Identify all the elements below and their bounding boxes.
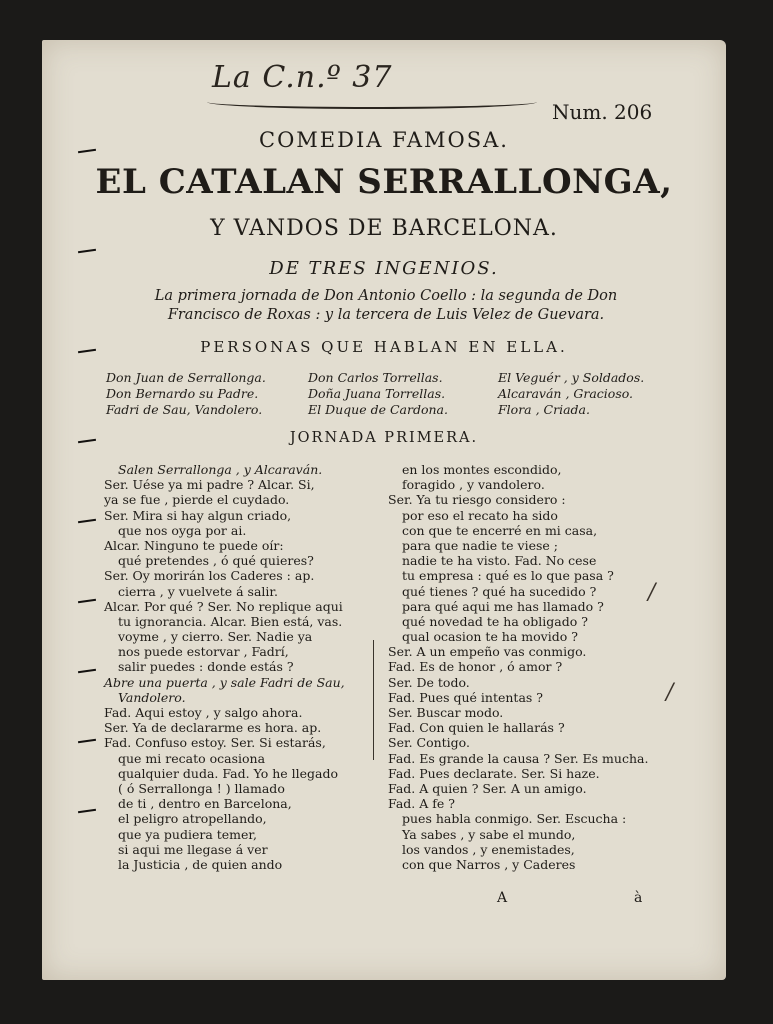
verse-line: voyme , y cierro. Ser. Nadie ya — [118, 629, 313, 645]
verse-line: Ser. Oy morirán los Caderes : ap. — [104, 568, 315, 584]
verse-line: los vandos , y enemistades, — [402, 841, 575, 857]
catchword: à — [634, 890, 643, 906]
verse-line: salir puedes : donde estás ? — [118, 659, 294, 675]
verse-line: Ser. Ya tu riesgo considero : — [388, 492, 566, 508]
authors-heading: DE TRES INGENIOS. — [269, 258, 499, 279]
verse-line: Ser. A un empeño vas conmigo. — [388, 644, 587, 660]
verse-line: que nos oyga por ai. — [118, 522, 247, 538]
cast-member: El Duque de Cardona. — [308, 402, 448, 417]
verse-line: tu empresa : qué es lo que pasa ? — [402, 568, 614, 584]
verse-line: si aqui me llegase á ver — [118, 841, 268, 857]
verse-line: Ser. Mira si hay algun criado, — [104, 507, 292, 523]
verse-line: ( ó Serrallonga ! ) llamado — [118, 780, 285, 796]
verse-line: en los montes escondido, — [402, 462, 562, 477]
verse-line: qué tienes ? qué ha sucedido ? — [402, 583, 597, 599]
verse-line: Vandolero. — [118, 689, 186, 705]
cast-member: Alcaraván , Gracioso. — [498, 386, 634, 401]
handwritten-underline — [207, 95, 537, 109]
attribution — [106, 287, 666, 325]
verse-line: Fad. Aqui estoy , y salgo ahora. — [104, 705, 303, 720]
verse-line: qual ocasion te ha movido ? — [402, 629, 578, 645]
text-column-right — [388, 462, 678, 872]
verse-line: nos puede estorvar , Fadrí, — [118, 644, 289, 660]
verse-line: Ser. Buscar modo. — [388, 705, 504, 720]
verse-line: foragido , y vandolero. — [402, 477, 545, 493]
verse-line: Ya sabes , y sabe el mundo, — [402, 826, 576, 842]
verse-line: Fad. Con quien le hallarás ? — [388, 720, 565, 736]
verse-line: para que nadie te viese ; — [402, 537, 558, 553]
cast-member: Fadri de Sau, Vandolero. — [106, 402, 263, 417]
cast-member: El Veguér , y Soldados. — [498, 370, 645, 385]
verse-line: Ser. Ya de declararme es hora. ap. — [104, 720, 322, 736]
verse-line: Fad. Es de honor , ó amor ? — [388, 659, 563, 675]
verse-line: Alcar. Por qué ? Ser. No replique aqui — [104, 598, 343, 614]
verse-line: Fad. A quien ? Ser. A un amigo. — [388, 780, 587, 796]
verse-line: qué pretendes , ó qué quieres? — [118, 553, 314, 569]
verse-line: Fad. Confuso estoy. Ser. Si estarás, — [104, 735, 326, 751]
handwritten-note: La C.n.º 37 — [212, 60, 393, 95]
cast-column — [106, 370, 306, 418]
verse-line: que ya pudiera temer, — [118, 826, 258, 842]
cast-member: Flora , Criada. — [498, 402, 590, 417]
verse-line: para qué aqui me has llamado ? — [402, 598, 604, 614]
act-heading: JORNADA PRIMERA. — [289, 430, 479, 446]
cast-member: Don Juan de Serrallonga. — [106, 370, 266, 385]
title: EL CATALAN SERRALLONGA, — [95, 162, 673, 202]
verse-line: Ser. De todo. — [388, 674, 470, 690]
verse-line: cierra , y vuelvete á salir. — [118, 583, 278, 599]
verse-line: Ser. Contigo. — [388, 735, 470, 751]
verse-line: de ti , dentro en Barcelona, — [118, 796, 292, 812]
cast-column — [498, 370, 698, 418]
personas-heading: PERSONAS QUE HABLAN EN ELLA. — [200, 338, 568, 356]
subtitle: Y VANDOS DE BARCELONA. — [210, 216, 558, 241]
verse-line: Alcar. Ninguno te puede oír: — [104, 537, 284, 553]
cast-column — [308, 370, 508, 418]
verse-line: Fad. A fe ? — [388, 796, 455, 812]
margin-pencil-mark: / — [666, 680, 674, 705]
verse-line: Fad. Pues qué intentas ? — [388, 689, 543, 705]
verse-line: Salen Serrallonga , y Alcaraván. — [118, 462, 323, 477]
verse-line: con que te encerré en mi casa, — [402, 522, 598, 538]
verse-line: por eso el recato ha sido — [402, 507, 558, 523]
verse-line: ya se fue , pierde el cuydado. — [104, 492, 290, 508]
verse-line: Abre una puerta , y sale Fadri de Sau, — [104, 674, 345, 690]
verse-line: Ser. Uése ya mi padre ? Alcar. Si, — [104, 477, 315, 493]
verse-line: pues habla conmigo. Ser. Escucha : — [402, 811, 627, 827]
verse-line: nadie te ha visto. Fad. No cese — [402, 553, 597, 569]
verse-line: el peligro atropellando, — [118, 811, 267, 827]
verse-line: la Justicia , de quien ando — [118, 856, 283, 872]
verse-line: con que Narros , y Caderes — [402, 856, 576, 872]
verse-line: Fad. Pues declarate. Ser. Si haze. — [388, 765, 600, 781]
attribution-line: Francisco de Roxas : y la tercera de Luis Velez de Guevara. — [167, 307, 605, 323]
page-number: Num. 206 — [552, 100, 653, 124]
header: COMEDIA FAMOSA. — [259, 128, 509, 152]
attribution-line: La primera jornada de Don Antonio Coello : la segunda de Don — [154, 288, 618, 304]
column-rule — [373, 640, 374, 760]
text-column-left — [104, 462, 384, 872]
verse-line: que mi recato ocasiona — [118, 750, 266, 766]
catchword: A — [497, 890, 508, 906]
verse-line: tu ignorancia. Alcar. Bien está, vas. — [118, 613, 343, 629]
cast-member: Don Carlos Torrellas. — [308, 370, 443, 385]
document-page — [42, 40, 726, 980]
verse-line: qué novedad te ha obligado ? — [402, 613, 588, 629]
verse-line: Fad. Es grande la causa ? Ser. Es mucha. — [388, 750, 649, 766]
cast-member: Doña Juana Torrellas. — [308, 386, 446, 401]
margin-pencil-mark: / — [648, 580, 656, 605]
cast-member: Don Bernardo su Padre. — [106, 386, 259, 401]
verse-line: qualquier duda. Fad. Yo he llegado — [118, 765, 339, 781]
